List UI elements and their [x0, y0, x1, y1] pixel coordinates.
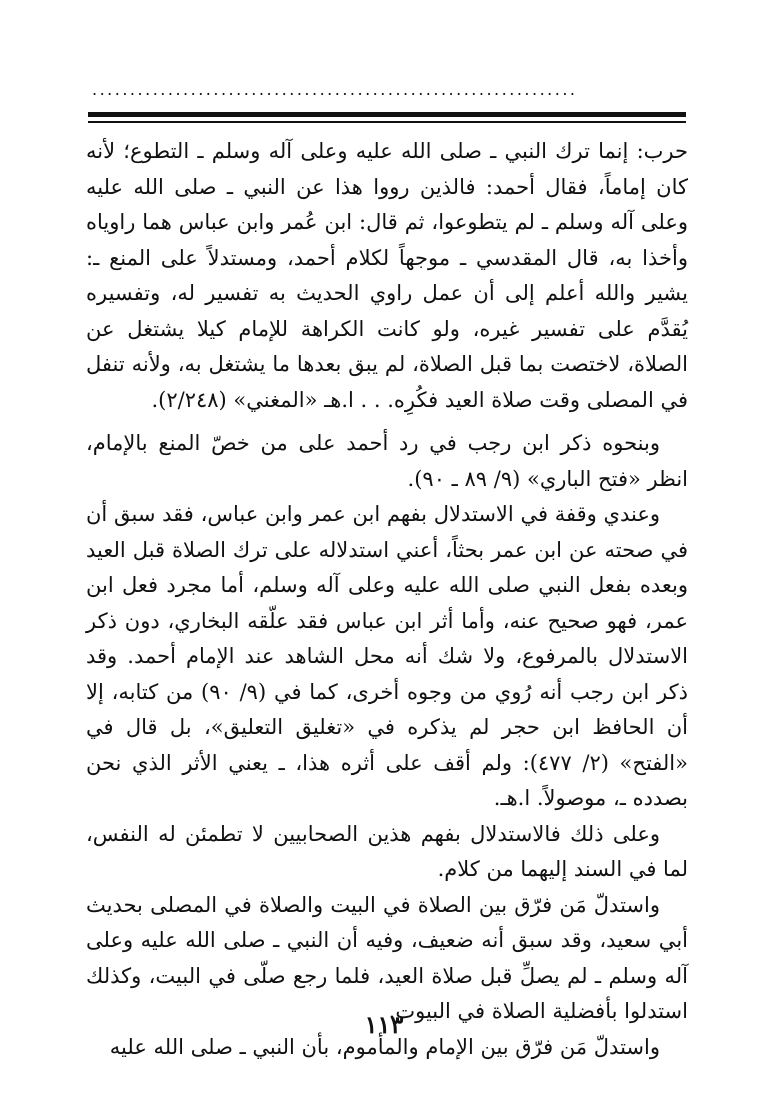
header-rule-thin — [88, 121, 686, 123]
paragraph-continuation: حرب: إنما ترك النبي ـ صلى الله عليه وعلى آله وسلم ـ التطوع؛ لأنه كان إماماً، فقال أحمد: فالذين رووا هذا عن النبي ـ صلى الله عليه وعلى آله وسلم ـ لم يتطوعوا، ثم قال: ابن عُمر وابن عباس هما راوياه وأخذا به، قال المقدسي ـ موجهاً لكلام أحمد، ومستدلاً على المنع ـ: يشير والله أعلم إلى أن عمل راوي الحديث به تفسير له، وتفسيره يُقدَّم على تفسير غيره، ولو كانت الكراهة للإمام كيلا يشتغل عن الصلاة، لاختصت بما قبل الصلاة، لم يبق بعدها ما يشتغل به، ولأنه تنفل في المصلى وقت صلاة العيد فكُرِه. . . ا.هـ «المغني» (٢/٢٤٨). — [86, 139, 688, 412]
paragraph-objection: وعندي وقفة في الاستدلال بفهم ابن عمر وابن عباس، فقد سبق أن في صحته عن ابن عمر بحثاً، أعني استدلاله على ترك الصلاة قبل العيد وبعده بفعل النبي صلى الله عليه وعلى آله وسلم، أما مجرد فعل ابن عمر، فهو صحيح عنه، وأما أثر ابن عباس فقد علّقه البخاري، دون ذكر الاستدلال بالمرفوع، ولا شك أنه محل الشاهد عند الإمام أحمد. وقد ذكر ابن رجب أنه رُوي من وجوه أخرى، كما في (٩/ ٩٠) من كتابه، إلا أن الحافظ ابن حجر لم يذكره في «تغليق التعليق»، بل قال في «الفتح» (٢/ ٤٧٧): ولم أقف على أثره هذا، ـ يعني الأثر الذي نحن بصدده ـ، موصولاً. ا.هـ. — [86, 502, 688, 810]
paragraph-conclusion: وعلى ذلك فالاستدلال بفهم هذين الصحابيين لا تطمئن له النفس، لما في السند إليهما من كلام. — [86, 821, 688, 881]
header-rule-thick — [88, 112, 686, 117]
page-body — [86, 134, 688, 1065]
page-number: ١١٣ — [364, 1010, 404, 1039]
paragraph-home-vs-musalla: واستدلّ مَن فرّق بين الصلاة في البيت والصلاة في المصلى بحديث أبي سعيد، وقد سبق أنه ضعيف، وفيه أن النبي ـ صلى الله عليه وعلى آله وسلم ـ لم يصلِّ قبل صلاة العيد، فلما رجع صلّى في البيت، وكذلك استدلوا بأفضلية الصلاة في البيوت. — [86, 892, 688, 1023]
header-dotted-line: ................................................................ — [92, 80, 578, 99]
paragraph-ibn-rajab: وبنحوه ذكر ابن رجب في رد أحمد على من خصّ المنع بالإمام، انظر «فتح الباري» (٩/ ٨٩ ـ ٩٠). — [86, 431, 688, 491]
paragraph-imam-vs-follower: واستدلّ مَن فرّق بين الإمام والمأموم، بأن النبي ـ صلى الله عليه — [109, 1034, 660, 1059]
